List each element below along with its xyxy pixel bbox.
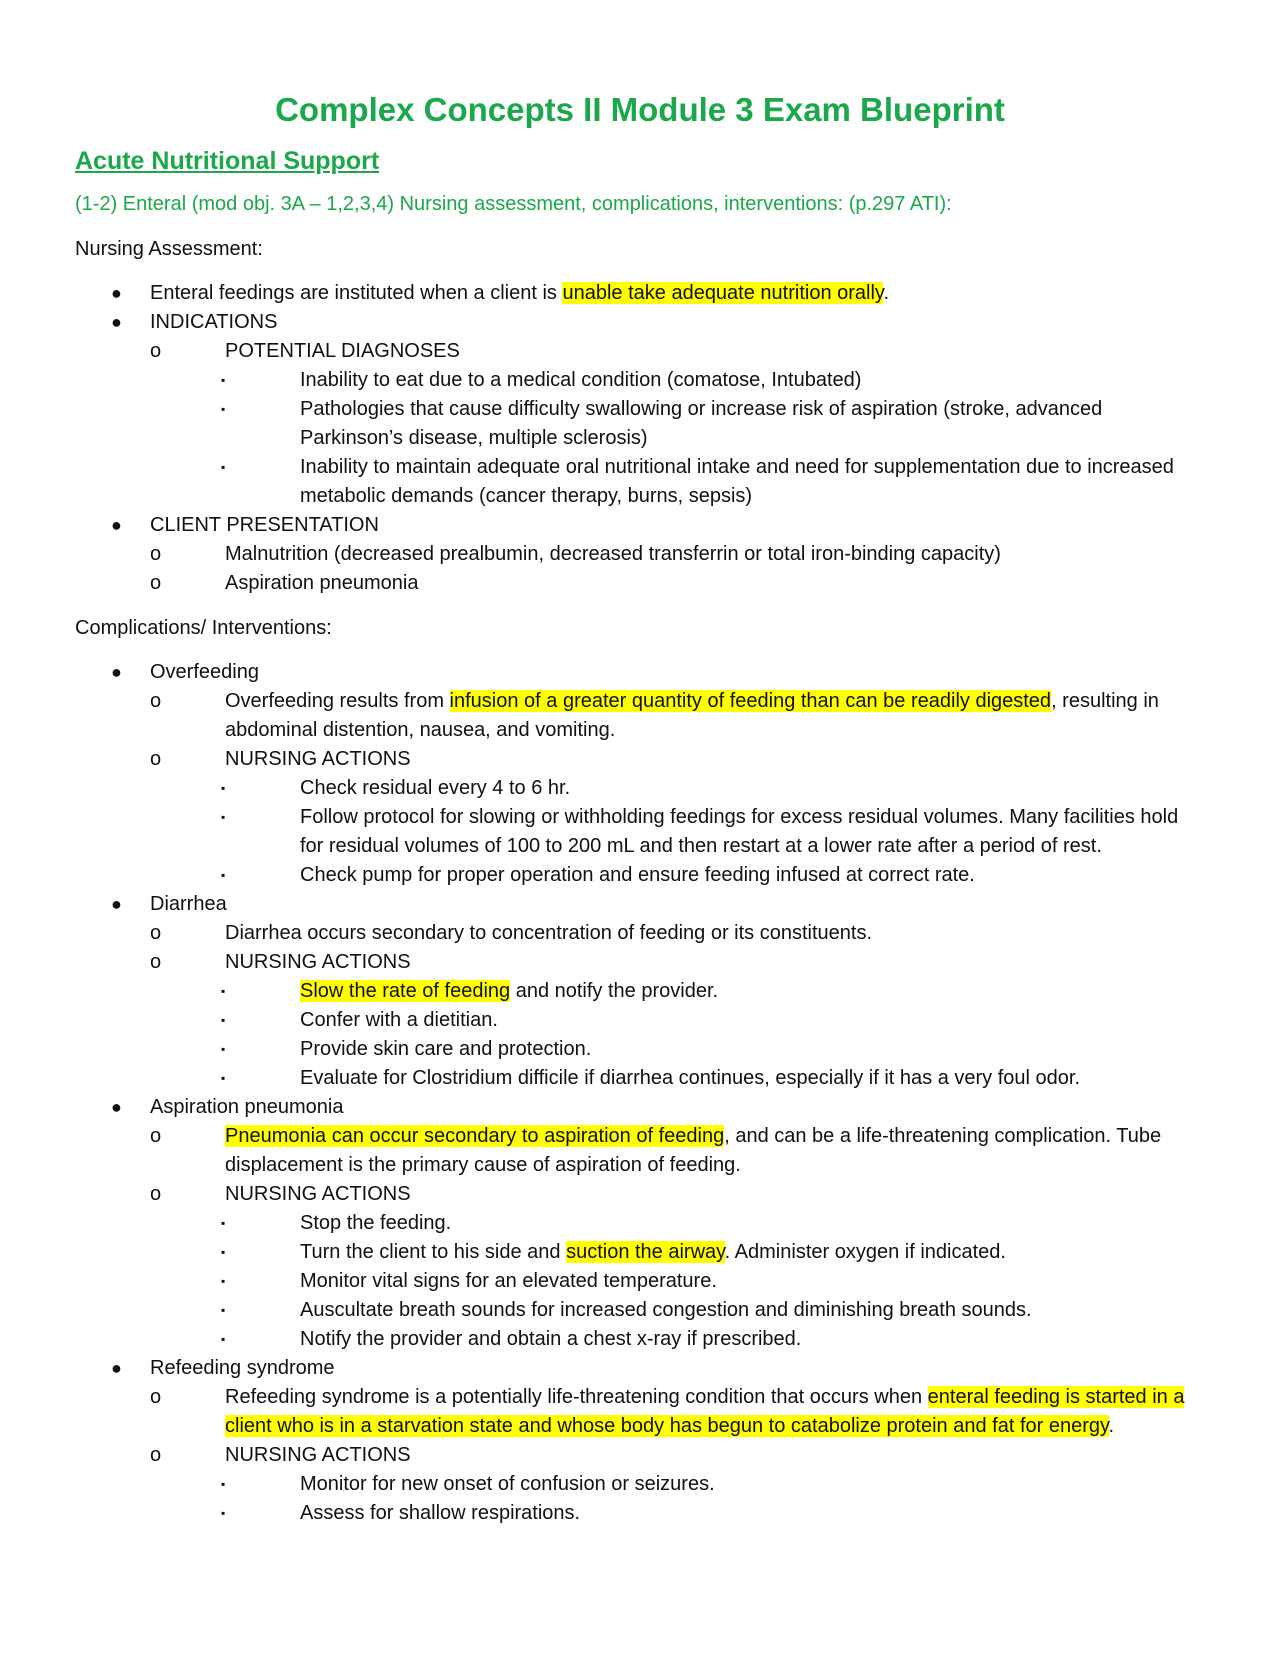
- list-item: [150, 745, 1205, 890]
- action-text: Assess for shallow respirations.: [300, 1502, 581, 1524]
- bullet-icon: ●: [111, 1097, 122, 1117]
- list-item: [150, 1180, 1205, 1354]
- list-item: [221, 1325, 1205, 1354]
- list-item: [150, 1441, 1205, 1528]
- diarrhea-desc: Diarrhea occurs secondary to concentration of feeding or its constituents.: [225, 922, 873, 944]
- highlighted-text: Slow the rate of feeding: [300, 980, 511, 1002]
- list-item: [75, 658, 1205, 890]
- list-item: [75, 1354, 1205, 1528]
- action-text: Confer with a dietitian.: [300, 1009, 498, 1031]
- list-item: [221, 1064, 1205, 1093]
- section-heading: Acute Nutritional Support: [75, 147, 380, 175]
- list-item: [150, 337, 1205, 511]
- presentation-text: Malnutrition (decreased prealbumin, decreased transferrin or total iron-binding capacity): [225, 543, 1001, 565]
- square-bullet-icon: ▪: [221, 781, 226, 795]
- list-item: [221, 1006, 1205, 1035]
- enteral-text: Enteral feedings are instituted when a client is: [150, 282, 563, 304]
- indications-label: INDICATIONS: [150, 311, 278, 333]
- square-bullet-icon: ▪: [221, 1245, 226, 1259]
- complications-heading: Complications/ Interventions:: [75, 617, 332, 639]
- highlighted-text: enteral feeding is started in a client who is in a starvation state and whose body has begun to catabolize protein and fat for energy: [225, 1386, 1185, 1437]
- refeeding-desc-end: .: [1108, 1415, 1115, 1437]
- action-text: Check residual every 4 to 6 hr.: [300, 777, 571, 799]
- action-text: Provide skin care and protection.: [300, 1038, 592, 1060]
- overfeeding-label: Overfeeding: [150, 661, 259, 683]
- list-item: [75, 279, 1205, 308]
- bullet-icon: ●: [111, 515, 122, 535]
- overfeeding-desc: Overfeeding results from: [225, 690, 450, 712]
- action-text: Monitor vital signs for an elevated temperature.: [300, 1270, 717, 1292]
- presentation-text: Aspiration pneumonia: [225, 572, 419, 594]
- diagnosis-text: Inability to eat due to a medical condition (comatose, Intubated): [300, 369, 862, 391]
- list-item: [221, 1267, 1205, 1296]
- circle-bullet-icon: o: [150, 543, 162, 565]
- action-text: Follow protocol for slowing or withholding feedings for excess residual volumes. Many facilities hold for residual volumes of 100 to 200 mL and then restart at a lower rate after a period of rest.: [300, 806, 1179, 857]
- square-bullet-icon: ▪: [221, 984, 226, 998]
- diagnosis-text: Pathologies that cause difficulty swallowing or increase risk of aspiration (stroke, advanced Parkinson’s disease, multiple sclerosis): [300, 398, 1103, 449]
- square-bullet-icon: ▪: [221, 460, 226, 474]
- enteral-text-end: .: [883, 282, 889, 304]
- square-bullet-icon: ▪: [221, 402, 226, 416]
- nursing-actions-label: NURSING ACTIONS: [225, 1183, 411, 1205]
- assessment-list: [75, 279, 1205, 598]
- list-item: [221, 803, 1205, 861]
- complications-list: [75, 658, 1205, 1528]
- circle-bullet-icon: o: [150, 951, 162, 973]
- nursing-actions-label: NURSING ACTIONS: [225, 1444, 411, 1466]
- highlighted-text: Pneumonia can occur secondary to aspiration of feeding: [225, 1125, 725, 1147]
- square-bullet-icon: ▪: [221, 1071, 226, 1085]
- circle-bullet-icon: o: [150, 1183, 162, 1205]
- list-item: [150, 569, 1205, 598]
- diarrhea-label: Diarrhea: [150, 893, 227, 915]
- circle-bullet-icon: o: [150, 690, 162, 712]
- square-bullet-icon: ▪: [221, 1332, 226, 1346]
- document-title: Complex Concepts II Module 3 Exam Blueprint: [275, 91, 1005, 128]
- highlighted-text: unable take adequate nutrition orally: [562, 282, 884, 304]
- list-item: [221, 861, 1205, 890]
- bullet-icon: ●: [111, 283, 122, 303]
- diagnosis-text: Inability to maintain adequate oral nutritional intake and need for supplementation due to increased metabolic demands (cancer therapy, burns, sepsis): [300, 456, 1174, 507]
- list-item: [150, 540, 1205, 569]
- list-item: [150, 1383, 1205, 1441]
- bullet-icon: ●: [111, 662, 122, 682]
- square-bullet-icon: ▪: [221, 810, 226, 824]
- square-bullet-icon: ▪: [221, 1303, 226, 1317]
- assessment-heading: Nursing Assessment:: [75, 238, 263, 260]
- square-bullet-icon: ▪: [221, 868, 226, 882]
- action-text: Notify the provider and obtain a chest x-ray if prescribed.: [300, 1328, 802, 1350]
- action-text: Monitor for new onset of confusion or seizures.: [300, 1473, 715, 1495]
- list-item: [75, 511, 1205, 598]
- list-item: [75, 308, 1205, 511]
- list-item: [150, 1122, 1205, 1180]
- list-item: [221, 453, 1205, 511]
- list-item: [75, 1093, 1205, 1354]
- refeeding-label: Refeeding syndrome: [150, 1357, 335, 1379]
- list-item: [221, 395, 1205, 453]
- circle-bullet-icon: o: [150, 572, 162, 594]
- square-bullet-icon: ▪: [221, 1042, 226, 1056]
- square-bullet-icon: ▪: [221, 1216, 226, 1230]
- list-item: [150, 687, 1205, 745]
- potential-diagnoses-label: POTENTIAL DIAGNOSES: [225, 340, 460, 362]
- circle-bullet-icon: o: [150, 1444, 162, 1466]
- action-text-end: . Administer oxygen if indicated.: [724, 1241, 1006, 1263]
- list-item: [221, 774, 1205, 803]
- circle-bullet-icon: o: [150, 340, 162, 362]
- client-presentation-label: CLIENT PRESENTATION: [150, 514, 379, 536]
- list-item: [221, 1035, 1205, 1064]
- list-item: [221, 366, 1205, 395]
- highlighted-text: suction the airway: [566, 1241, 725, 1263]
- list-item: [221, 1470, 1205, 1499]
- action-text: Check pump for proper operation and ensure feeding infused at correct rate.: [300, 864, 975, 886]
- square-bullet-icon: ▪: [221, 1013, 226, 1027]
- action-text: Turn the client to his side and: [300, 1241, 567, 1263]
- list-item: [150, 948, 1205, 1093]
- bullet-icon: ●: [111, 312, 122, 332]
- nursing-actions-label: NURSING ACTIONS: [225, 951, 411, 973]
- highlighted-text: infusion of a greater quantity of feeding than can be readily digested: [449, 690, 1052, 712]
- objective-line: (1-2) Enteral (mod obj. 3A – 1,2,3,4) Nursing assessment, complications, interventions: (p.297 ATI):: [75, 193, 952, 215]
- aspiration-desc: , and can be a life-threatening complication. Tube displacement is the primary cause of aspiration of feeding.: [225, 1125, 1162, 1176]
- circle-bullet-icon: o: [150, 1125, 162, 1147]
- action-text: Auscultate breath sounds for increased congestion and diminishing breath sounds.: [300, 1299, 1032, 1321]
- circle-bullet-icon: o: [150, 1386, 162, 1408]
- bullet-icon: ●: [111, 894, 122, 914]
- refeeding-desc: Refeeding syndrome is a potentially life-threatening condition that occurs when: [225, 1386, 928, 1408]
- overfeeding-desc-end: , resulting in abdominal distention, nausea, and vomiting.: [225, 690, 1159, 741]
- list-item: [150, 919, 1205, 948]
- list-item: [221, 1499, 1205, 1528]
- square-bullet-icon: ▪: [221, 373, 226, 387]
- square-bullet-icon: ▪: [221, 1477, 226, 1491]
- list-item: [221, 977, 1205, 1006]
- square-bullet-icon: ▪: [221, 1274, 226, 1288]
- list-item: [75, 890, 1205, 1093]
- action-text: and notify the provider.: [510, 980, 719, 1002]
- circle-bullet-icon: o: [150, 748, 162, 770]
- action-text: Evaluate for Clostridium difficile if diarrhea continues, especially if it has a very foul odor.: [300, 1067, 1081, 1089]
- aspiration-label: Aspiration pneumonia: [150, 1096, 344, 1118]
- action-text: Stop the feeding.: [300, 1212, 452, 1234]
- bullet-icon: ●: [111, 1358, 122, 1378]
- square-bullet-icon: ▪: [221, 1506, 226, 1520]
- list-item: [221, 1209, 1205, 1238]
- list-item: [221, 1238, 1205, 1267]
- nursing-actions-label: NURSING ACTIONS: [225, 748, 411, 770]
- list-item: [221, 1296, 1205, 1325]
- circle-bullet-icon: o: [150, 922, 162, 944]
